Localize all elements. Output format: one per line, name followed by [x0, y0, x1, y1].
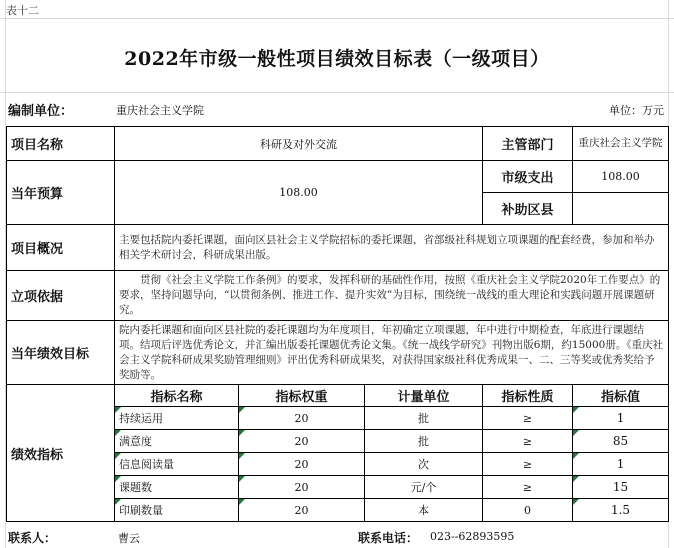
- project-name-label: 项目名称: [7, 127, 115, 161]
- indicator-header-row: [7, 385, 669, 407]
- unit-row: [6, 96, 668, 120]
- indicator-name: 满意度: [115, 430, 239, 453]
- indicator-unit: 次: [365, 453, 483, 476]
- indicator-unit: 批: [365, 407, 483, 430]
- indicator-unit: 批: [365, 430, 483, 453]
- indicator-value: 85: [573, 430, 669, 453]
- indicator-value: 1: [573, 453, 669, 476]
- basis-text: 贯彻《社会主义学院工作条例》的要求，发挥科研的基础性作用，按照《重庆社会主义学院2020年工作要点》的要求，坚持问题导向，“以贯彻条例、推进工作、提升实效”为目标，围绕统一战线的重大理论和实践问题开展课题研究。: [115, 271, 669, 321]
- overview-row: [7, 225, 669, 271]
- dept-label: 主管部门: [483, 127, 573, 161]
- overview-text: 主要包括院内委托课题，面向区县社会主义学院招标的委托课题，省部级社科规划立项课题的配套经费，参加和举办相关学术研讨会，科研成果出版。: [115, 225, 669, 271]
- indicator-nature: 0: [483, 499, 573, 522]
- indicator-weight: 20: [239, 407, 365, 430]
- indicator-weight: 20: [239, 476, 365, 499]
- header-nature: 指标性质: [483, 385, 573, 407]
- contact-footer: [6, 528, 668, 546]
- indicator-value: 1: [573, 407, 669, 430]
- indicator-name: 信息阅读量: [115, 453, 239, 476]
- contact-label: 联系人：: [8, 531, 57, 545]
- grid-line: [0, 18, 674, 19]
- indicator-name: 课题数: [115, 476, 239, 499]
- indicator-value: 1.5: [573, 499, 669, 522]
- basis-label: 立项依据: [7, 271, 115, 321]
- currency-note: 单位：万元: [609, 104, 664, 117]
- unit-value: 重庆社会主义学院: [116, 104, 204, 117]
- phone-value: 023--62893595: [430, 530, 515, 543]
- indicator-weight: 20: [239, 499, 365, 522]
- grid-line: [0, 92, 674, 93]
- indicator-unit: 本: [365, 499, 483, 522]
- city-spend-label: 市级支出: [483, 161, 573, 193]
- header-value: 指标值: [573, 385, 669, 407]
- indicator-nature: ≥: [483, 430, 573, 453]
- overview-label: 项目概况: [7, 225, 115, 271]
- target-label: 当年绩效目标: [7, 321, 115, 385]
- perf-label: 绩效指标: [7, 385, 115, 522]
- header-unit: 计量单位: [365, 385, 483, 407]
- header-weight: 指标权重: [239, 385, 365, 407]
- indicator-name: 持续运用: [115, 407, 239, 430]
- indicator-name: 印刷数量: [115, 499, 239, 522]
- indicator-weight: 20: [239, 430, 365, 453]
- budget-row: [7, 161, 669, 193]
- subsidy-value: [573, 193, 669, 225]
- phone-label: 联系电话：: [358, 531, 419, 545]
- budget-label: 当年预算: [7, 161, 115, 225]
- basis-row: [7, 271, 669, 321]
- contact-value: 曹云: [118, 532, 140, 545]
- indicator-value: 15: [573, 476, 669, 499]
- indicator-weight: 20: [239, 453, 365, 476]
- dept-value: 重庆社会主义学院: [573, 127, 669, 161]
- target-text: 院内委托课题和面向区县社院的委托课题均为年度项目，年初确定立项课题，年中进行中期检查，年底进行课题结项。结项后评选优秀论文，并汇编出版委托课题优秀论文集。《统一战线学研究》刊物出版6期，约15000册。《重庆社会主义学院科研成果奖励管理细则》评出优秀科研成果奖，对获得国家级社科优秀成果一、二、三等奖或优秀奖给予奖励等。: [115, 321, 669, 385]
- indicator-unit: 元/个: [365, 476, 483, 499]
- indicator-nature: ≥: [483, 453, 573, 476]
- indicator-nature: ≥: [483, 407, 573, 430]
- subsidy-label: 补助区县: [483, 193, 573, 225]
- sheet-tag: 表十二: [6, 4, 39, 17]
- project-name-value: 科研及对外交流: [115, 127, 483, 161]
- header-name: 指标名称: [115, 385, 239, 407]
- sheet-header: [0, 0, 674, 18]
- indicator-nature: ≥: [483, 476, 573, 499]
- project-name-row: [7, 127, 669, 161]
- city-spend-value: 108.00: [573, 161, 669, 193]
- target-row: [7, 321, 669, 385]
- performance-form: [6, 126, 669, 522]
- page-title: 2022年市级一般性项目绩效目标表（一级项目）: [124, 48, 550, 70]
- unit-label: 编制单位：: [8, 104, 74, 119]
- budget-value: 108.00: [115, 161, 483, 225]
